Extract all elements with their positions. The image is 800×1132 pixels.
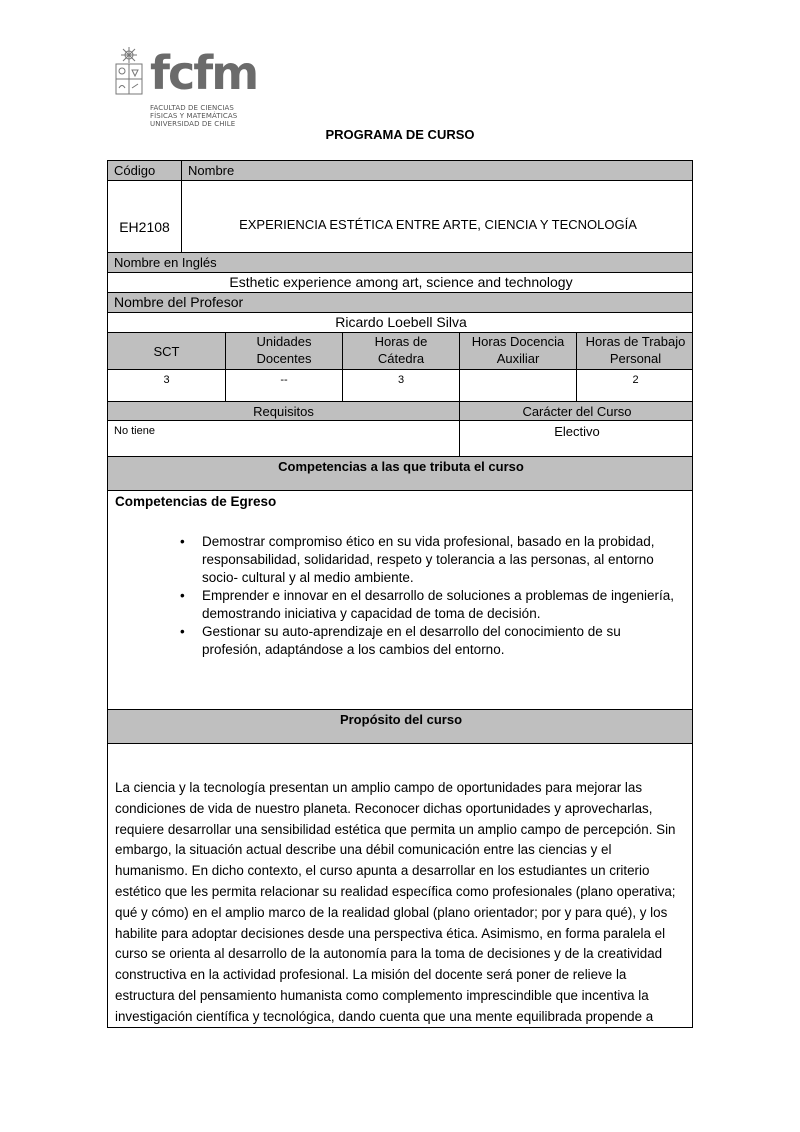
fcfm-logo (112, 46, 258, 130)
paragraph-line: humanismo. En dicho contexto, el curso apunta a desarrollar en los estudiantes un criterio (115, 863, 650, 879)
codigo-label: Código (108, 161, 182, 181)
list-item (176, 533, 686, 587)
course-name: EXPERIENCIA ESTÉTICA ENTRE ARTE, CIENCIA Y TECNOLOGÍA (182, 181, 693, 253)
list-item-line: profesión, adaptándose a los cambios del entorno. (202, 642, 505, 657)
requisitos-value: No tiene (108, 421, 460, 457)
list-item (176, 623, 686, 659)
paragraph-line: embargo, la situación actual describe una débil comunicación entre las ciencias y el (115, 842, 612, 858)
competencias-list (176, 533, 686, 659)
english-name: Esthetic experience among art, science and technology (108, 273, 693, 293)
proposito-body (108, 744, 693, 1028)
list-item-line: • Emprender e innovar en el desarrollo de soluciones a problemas de ingeniería, (202, 588, 675, 603)
list-item-line: demostrando iniciativa y capacidad de toma de decisión. (202, 606, 541, 621)
paragraph-line: qué y cómo) en el amplio marco de la realidad global (plano orientador; por y para qué), y los (115, 904, 668, 920)
hours-value-unidades: -- (226, 370, 343, 402)
hours-header-personal (577, 333, 693, 370)
header-line: Docentes (256, 351, 312, 366)
paragraph-line: investigación científica y tecnológica, dando cuenta que una mente equilibrada propende a (115, 1008, 654, 1024)
logo-text (150, 104, 237, 128)
header-line: Horas de (374, 334, 428, 349)
header-line: Horas Docencia (471, 334, 565, 349)
proposito-heading: Propósito del curso (108, 710, 693, 744)
competencias-body (108, 491, 693, 710)
hours-header-unidades (226, 333, 343, 370)
hours-header-auxiliar (460, 333, 577, 370)
paragraph-line: constructiva en la actividad profesional. La misión del docente será poner de relieve la (115, 967, 627, 983)
logo-line: FACULTAD DE CIENCIAS (150, 104, 234, 112)
competencias-subheading: Competencias de Egreso (115, 494, 277, 509)
course-program-table (107, 160, 693, 1028)
list-item-line: • Gestionar su auto-aprendizaje en el desarrollo del conocimiento de su (202, 624, 621, 639)
hours-header-catedra (343, 333, 460, 370)
paragraph-line: condiciones de vida de nuestro planeta. Reconocer dichas oportunidades y aprovecharlas, (115, 800, 653, 816)
paragraph-line: requiere desarrollar una sensibilidad estética que permita un amplio campo de percepción. Sin (115, 821, 676, 837)
header-line: Unidades (256, 334, 312, 349)
paragraph-line: La ciencia y la tecnología presentan un amplio campo de oportunidades para mejorar las (115, 780, 643, 795)
list-item-line: responsabilidad, solidaridad, respeto y tolerancia a las personas, al entorno (202, 552, 654, 567)
header-line: SCT (153, 344, 180, 359)
header-line: Cátedra (377, 351, 425, 366)
logo-wordmark: fcfm (150, 46, 258, 100)
hours-value-sct: 3 (108, 370, 226, 402)
header-line: Horas de Trabajo (585, 334, 686, 349)
document-title: PROGRAMA DE CURSO (325, 127, 475, 142)
logo-line: FÍSICAS Y MATEMÁTICAS (150, 112, 238, 120)
professor-label: Nombre del Profesor (108, 293, 693, 313)
header-line: Personal (609, 351, 662, 366)
header-line: Auxiliar (496, 351, 540, 366)
list-item (176, 587, 686, 623)
caracter-label: Carácter del Curso (460, 402, 693, 421)
list-item-line: socio- cultural y al medio ambiente. (202, 570, 414, 585)
english-name-label: Nombre en Inglés (108, 253, 693, 273)
hours-header-sct (108, 333, 226, 370)
logo-line: UNIVERSIDAD DE CHILE (150, 120, 236, 128)
hours-value-auxiliar (460, 370, 577, 402)
paragraph-line: habilite para adoptar decisiones desde una perspectiva ética. Asimismo, en forma paralela el (115, 925, 666, 941)
competencias-heading: Competencias a las que tributa el curso (108, 457, 693, 491)
nombre-label: Nombre (182, 161, 693, 181)
hours-value-catedra: 3 (343, 370, 460, 402)
paragraph-line: curso se orienta al desarrollo de la autonomía para la toma de decisiones y de la creatividad (115, 946, 663, 962)
paragraph-line: estético que les permita relacionar su realidad específica como profesionales (plano operativa; (115, 883, 676, 899)
professor-name: Ricardo Loebell Silva (108, 313, 693, 333)
course-code: EH2108 (108, 181, 182, 253)
caracter-value: Electivo (460, 421, 693, 457)
list-item-line: • Demostrar compromiso ético en su vida profesional, basado en la probidad, (202, 534, 655, 549)
university-crest-icon (112, 46, 146, 98)
paragraph-line: estructura del pensamiento humanista como complemento imprescindible que incentiva la (115, 987, 649, 1003)
hours-value-personal: 2 (577, 370, 693, 402)
requisitos-label: Requisitos (108, 402, 460, 421)
